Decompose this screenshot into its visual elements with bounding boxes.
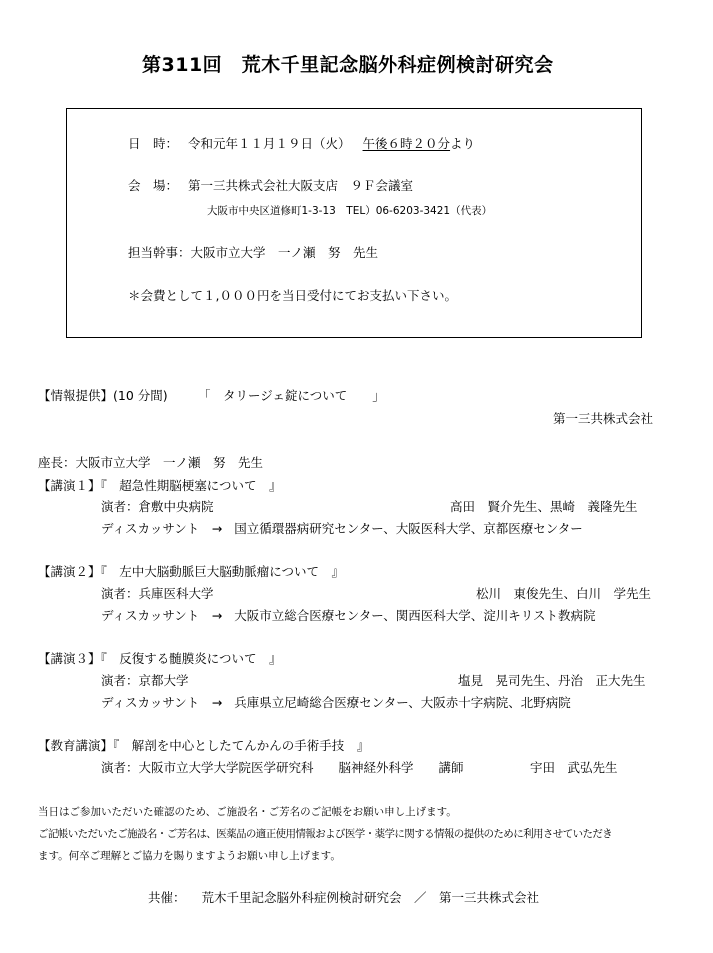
note-line-3: ます。何卒ご理解とご協力を賜りますようお願い申し上げます。 (38, 850, 341, 862)
organizer-value: 大阪市立大学 一ノ瀬 努 先生 (190, 245, 379, 260)
date-value: 令和元年１１月１９日（火） (188, 136, 351, 151)
note-line-2: ご記帳いただいたご施設名・ご芳名は、医薬品の適正使用情報および医学・薬学に関する情報の提供のために利用させていただき (38, 828, 613, 840)
venue-label: 会 場： (128, 178, 179, 193)
lecture-3-discussants (101, 697, 571, 710)
organizer-row (128, 247, 378, 260)
date-label: 日 時： (128, 136, 179, 151)
lecture-2-presenter-names: 松川 東俊先生、白川 学先生 (476, 586, 652, 601)
lecture-2-heading (38, 566, 344, 579)
fee-note: ＊会費として１,０００円を当日受付にてお支払い下さい。 (128, 288, 457, 303)
discussant-list: 大阪市立総合医療センター、関西医科大学、淀川キリスト教病院 (234, 608, 596, 623)
lecture-title: 『 超急性期脳梗塞について 』 (100, 478, 282, 493)
presenter-label: 演者： (101, 673, 139, 688)
organizer-label: 担当幹事： (128, 245, 191, 260)
education-heading (38, 740, 369, 753)
venue-address: 大阪市中央区道修町1-3-13 TEL）06-6203-3421（代表） (207, 205, 493, 217)
lecture-label: 【講演３】 (38, 651, 101, 666)
time-suffix: より (450, 136, 476, 151)
presenter-label: 演者： (101, 499, 139, 514)
lecture-1-heading (38, 480, 282, 493)
lecture-1-presenter-names: 高田 賢介先生、黒崎 義隆先生 (450, 499, 638, 514)
info-provision-label: 【情報提供】(10 分間) (38, 388, 168, 403)
lecture-2-discussants (101, 610, 596, 623)
cosponsor-label: 共催： (148, 890, 186, 905)
info-provision-company: 第一三共株式会社 (553, 411, 654, 426)
presenter-label: 演者： (101, 760, 139, 775)
venue-value: 第一三共株式会社大阪支店 ９Ｆ会議室 (188, 178, 414, 193)
lecture-3-presenter (101, 675, 189, 688)
lecture-title: 『 左中大脳動脈巨大脳動脈瘤について 』 (100, 564, 345, 579)
lecture-title: 『 反復する髄膜炎について 』 (100, 651, 282, 666)
discussant-list: 兵庫県立尼崎総合医療センター、大阪赤十字病院、北野病院 (234, 695, 571, 710)
presenter-org: 倉敷中央病院 (138, 499, 214, 514)
presenter-org: 大阪市立大学大学院医学研究科 脳神経外科学 講師 (138, 760, 464, 775)
lecture-1-discussants (101, 523, 583, 536)
cosponsor (148, 892, 539, 905)
lecture-label: 【講演１】 (38, 478, 101, 493)
presenter-org: 京都大学 (138, 673, 189, 688)
date-row (128, 138, 475, 151)
education-presenter (101, 762, 464, 775)
page-title: 第311回 荒木千里記念脳外科症例検討研究会 (142, 54, 554, 76)
education-label: 【教育講演】 (38, 738, 114, 753)
note-line-1: 当日はご参加いただいた確認のため、ご施設名・ご芳名のご記帳をお願い申し上げます。 (38, 806, 457, 818)
lecture-label: 【講演２】 (38, 564, 101, 579)
discussant-list: 国立循環器病研究センター、大阪医科大学、京都医療センター (234, 521, 583, 536)
education-presenter-name: 宇田 武弘先生 (530, 760, 618, 775)
education-title: 『 解剖を中心としたてんかんの手術手技 』 (113, 738, 370, 753)
cosponsor-value: 荒木千里記念脳外科症例検討研究会 ／ 第一三共株式会社 (201, 890, 540, 905)
time-value: 午後６時２０分 (362, 136, 451, 151)
lecture-3-heading (38, 653, 282, 666)
discussant-label: ディスカッサント → (101, 521, 223, 536)
discussant-label: ディスカッサント → (101, 695, 223, 710)
presenter-org: 兵庫医科大学 (138, 586, 214, 601)
lecture-1-presenter (101, 501, 214, 514)
venue-row (128, 180, 413, 193)
chair: 座長：大阪市立大学 一ノ瀬 努 先生 (38, 455, 264, 470)
info-provision-topic: 「 タリージェ錠について 」 (198, 388, 385, 403)
discussant-label: ディスカッサント → (101, 608, 223, 623)
presenter-label: 演者： (101, 586, 139, 601)
lecture-2-presenter (101, 588, 214, 601)
lecture-3-presenter-names: 塩見 晃司先生、丹治 正大先生 (458, 673, 646, 688)
